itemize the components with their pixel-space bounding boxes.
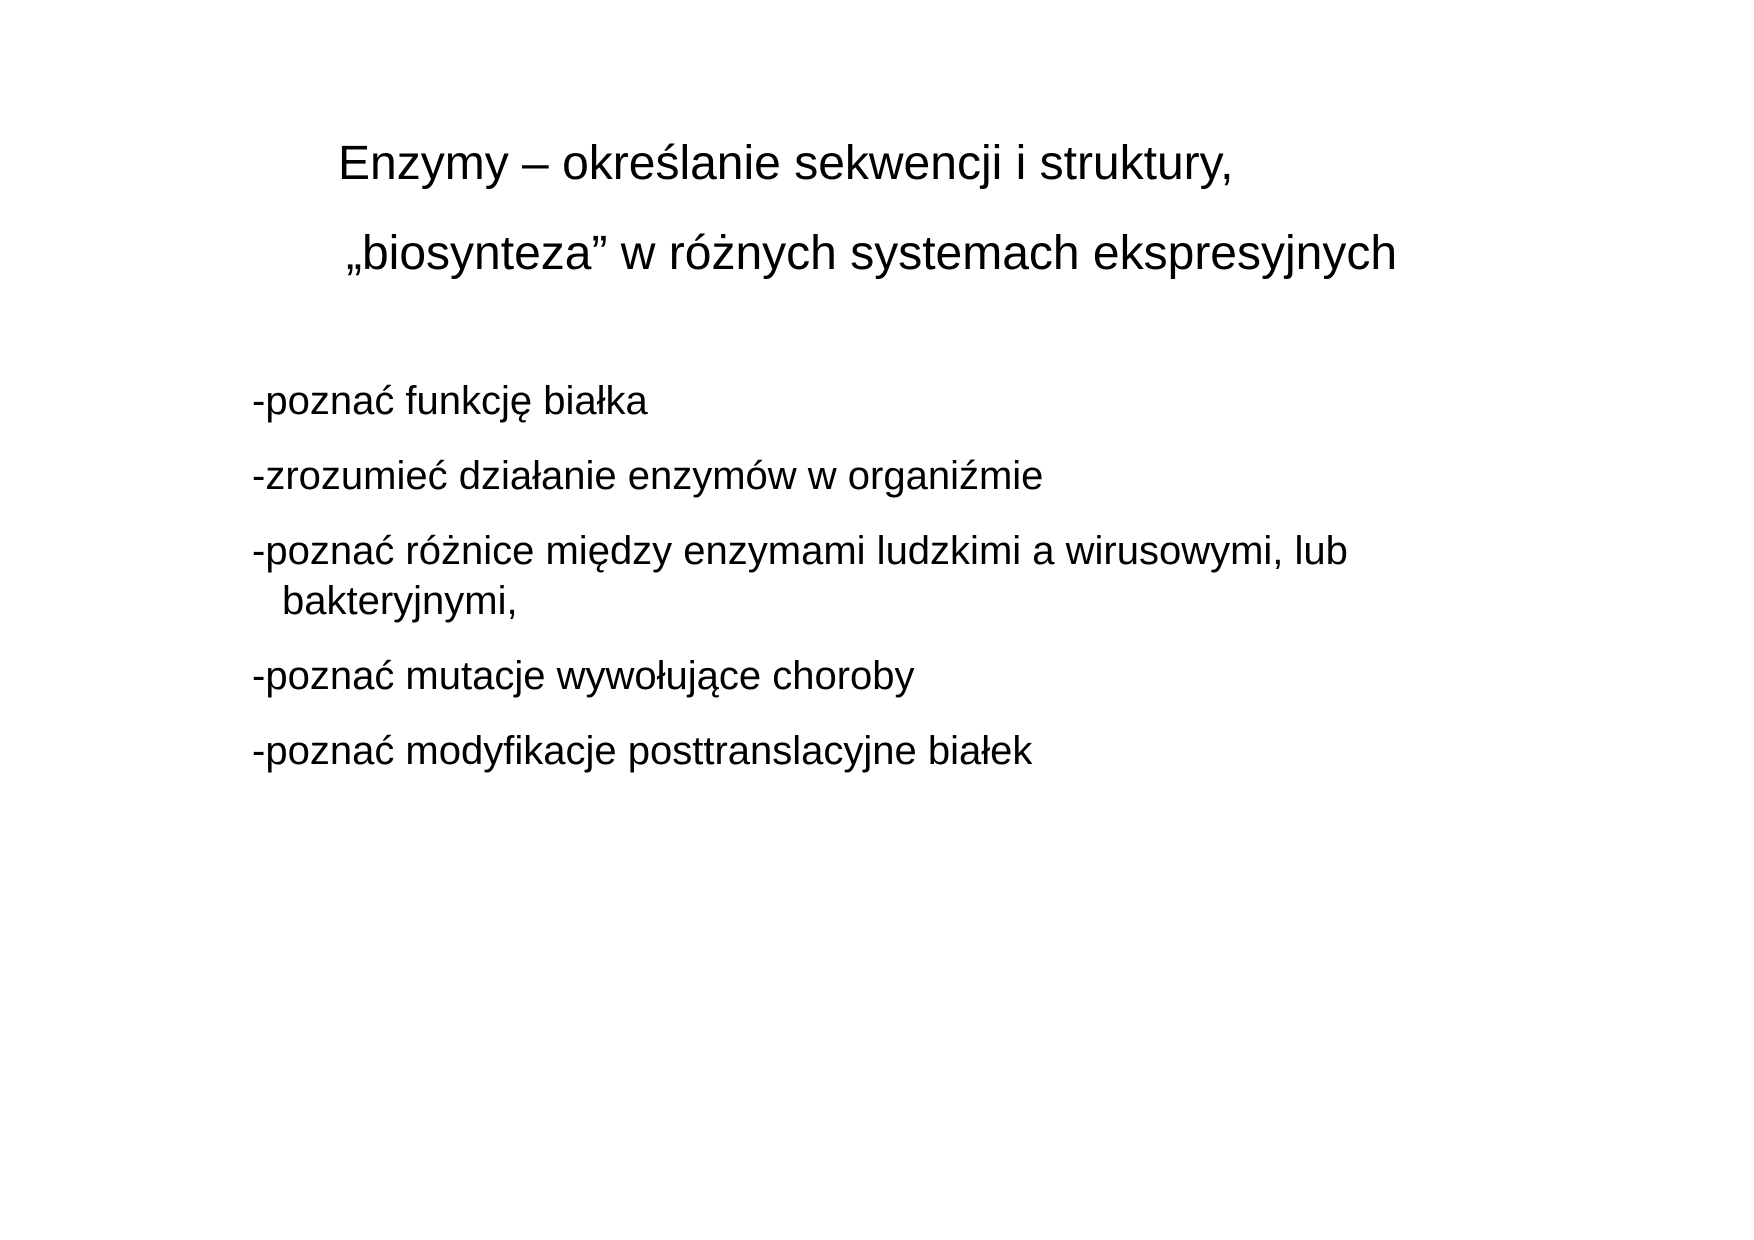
bullet-text: poznać różnice między enzymami ludzkimi a wirusowymi, lub <box>265 529 1348 573</box>
bullet-dash: - <box>252 729 266 773</box>
bullet-dash: - <box>252 529 266 573</box>
bullet-text: poznać modyfikacje posttranslacyjne białek <box>265 729 1033 773</box>
bullet-item <box>252 376 648 426</box>
slide-title-line-1: Enzymy – określanie sekwencji i struktury, <box>338 137 1234 190</box>
bullet-text: poznać funkcję białka <box>265 379 648 423</box>
bullet-dash: - <box>252 454 266 498</box>
bullet-text: zrozumieć działanie enzymów w organiźmie <box>265 454 1044 498</box>
bullet-item <box>252 526 1348 576</box>
bullet-continuation: bakteryjnymi, <box>282 579 518 623</box>
bullet-dash: - <box>252 379 266 423</box>
bullet-dash: - <box>252 654 266 698</box>
bullet-item <box>252 451 1043 501</box>
bullet-item <box>252 726 1032 776</box>
bullet-text: poznać mutacje wywołujące choroby <box>265 654 915 698</box>
bullet-item <box>252 651 915 701</box>
slide-title-line-2: „biosynteza” w różnych systemach ekspresyjnych <box>346 227 1398 280</box>
